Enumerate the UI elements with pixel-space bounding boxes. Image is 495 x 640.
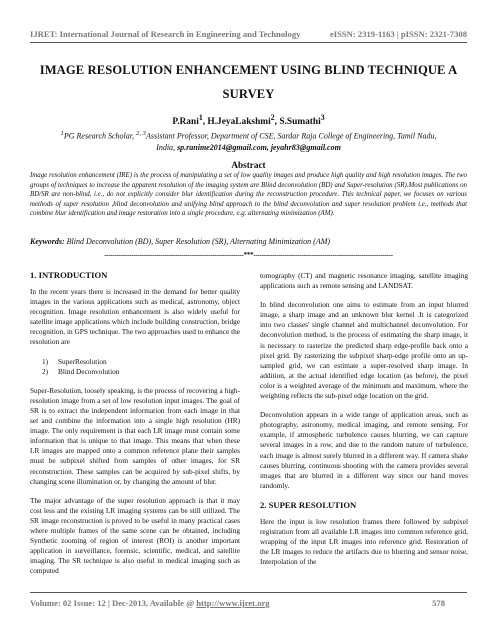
approach-list xyxy=(42,357,240,377)
paragraph: tomography (CT) and magnetic resonance imaging, satellite imaging applications such as remote sensing and LANDSAT. xyxy=(260,271,468,291)
abstract-heading: Abstract xyxy=(231,160,266,170)
page-number: 578 xyxy=(432,598,445,608)
section-heading-super-resolution: 2. SUPER RESOLUTION xyxy=(260,499,357,510)
paragraph: Super-Resolution, loosely speaking, is the process of recovering a high-resolution image from a set of low resolution input images. The goal of SR is to extract the independent information from each image in that set and combine the information into a single high resolution (HR) image. The only requirement is that each LR image must contain some information that is unique to that image. This means that when these LR images are mapped onto a common reference plane their samples must be subpixel shifted from samples of other images, for SR reconstruction. These samples can be acquired by sub-pixel shifts, by changing scene illumination or, by changing the amount of blur. xyxy=(30,385,240,486)
paragraph: Here the input is low resolution frames there followed by subpixel registration from all available LR images into common reference grid, wrapping of the input LR images into reference grid. Restoration of the LR images to reduce the artifacts due to blurring and sensor noise, Interpolation of the xyxy=(260,516,468,567)
keywords-label: Keywords: xyxy=(30,237,65,246)
running-header xyxy=(30,29,467,39)
abstract-text: Image resolution enhancement (IRE) is the process of manipulating a set of low quality images and produce high quality and high resolution images. The two groups of techniques to increase the apparent resolution of the imaging system are Blind deconvolution (BD) and Super-resolution (SR).Most publications on BD/SR are non-blind, i.e., do not explicitly consider blur identification during the reconstruction procedure. This technical paper, we focuses on various methods of super resolution ,blind deconvolution and unifying blind approach to the blind deconvolution and super resolution problem i.e., methods that combine blur identification and image restoration into a single procedure, e.g. alternating minimization (AM). xyxy=(30,172,467,218)
journal-name: IJRET: International Journal of Research in Engineering and Technology xyxy=(30,29,301,39)
page-footer xyxy=(30,598,445,608)
section-heading-introduction: 1. INTRODUCTION xyxy=(30,270,108,280)
right-column xyxy=(260,271,468,576)
paragraph: Deconvolution appears in a wide range of application areas, such as photography, astronomy, medical imaging, and remote sensing. For example, if atmospheric turbulence causes blurring, we can capture several images in a row, and due to the random nature of turbulence, each image is almost surely blurred in a different way. If camera shake causes blurring, continuous shooting with the camera provides several images that are blurred in a different way since our hand moves randomly. xyxy=(260,410,468,490)
list-item: 1) SuperResolution xyxy=(42,356,107,366)
author-list: P.Rani$^1$, H.JeyaLakshmi$^2$, S.Sumathi$^3$ xyxy=(172,113,325,128)
affiliation: $^1$PG Research Scholar, $^{2, 3}$Assistant Professor, Department of CSE, Sardar Raja College of Engineering, Tamil Nadu, India, sp.ranime2014@gmail.com, jeyahr83@gmail.com xyxy=(60,130,437,152)
keywords xyxy=(30,237,467,246)
author-superscript: 3 xyxy=(320,113,325,122)
header-rule xyxy=(30,42,467,43)
paragraph: In blind deconvolution one aims to estimate from an input blurred image, a sharp image and an unknown blur kernel .It is categorized into two classes' single channel and multichannel deconvolution. For deconvolution method, is the process of estimating the sharp image, it is necessary to rasterize the predicted sharp edge-profile back onto a pixel grid. By rasterizing the subpixel sharp-edge profile onto an up-sampled grid, we can estimate a super-resolved sharp image. In addition, at the actual identified edge location (as before), the pixel color is a weighted average of the minimum and maximum, where the weighting reflects the sub-pixel edge location on the grid. xyxy=(260,300,468,401)
keywords-text: Blind Deconvolution (BD), Super Resolution (SR), Alternating Minimization (AM) xyxy=(64,237,331,246)
journal-link[interactable]: http://www.ijret.org xyxy=(196,598,270,608)
author-name: P.Rani xyxy=(172,117,199,128)
footer-rule xyxy=(30,592,467,593)
section-separator: -------------------------------------------------------------------***------------------------------------------------------------------- xyxy=(104,251,393,259)
author-name: H.JeyaLakshmi xyxy=(207,117,271,128)
author-superscript: 2 xyxy=(270,113,275,122)
paragraph: In the recent years there is increased in the demand for better quality images in the various applications such as medical, astronomy, object recognition. Image resolution enhancement is also widely useful for satellite image applications which include building construction, bridge recognition, in GPS technique. The two approaches used to enhance the resolution are xyxy=(30,287,240,347)
author-superscript: 1 xyxy=(198,113,203,122)
author-emails[interactable]: sp.ranime2014@gmail.com, jeyahr83@gmail.com xyxy=(177,142,341,152)
paragraph: The major advantage of the super resolution approach is that it may cost less and the existing LR imaging systems can be still utilized. The SR image reconstruction is proved to be useful in many practical cases where multiple frames of the same scene can be obtained, including Synthetic zooming of region of interest (ROI) is another important application in surveillance, forensic, scientific, medical, and satellite imaging. The SR technique is also useful in medical imaging such as computed xyxy=(30,495,240,576)
author-name: S.Sumathi xyxy=(279,117,321,128)
footer-volume: Volume: 02 Issue: 12 | Dec-2013, Available @ http://www.ijret.org xyxy=(30,598,270,608)
left-column xyxy=(30,270,240,585)
paper-title: IMAGE RESOLUTION ENHANCEMENT USING BLIND TECHNIQUE A SURVEY xyxy=(39,63,458,101)
issn: eISSN: 2319-1163 | pISSN: 2321-7308 xyxy=(329,29,467,39)
list-item: 2) Blind Deconvolution xyxy=(42,366,120,376)
